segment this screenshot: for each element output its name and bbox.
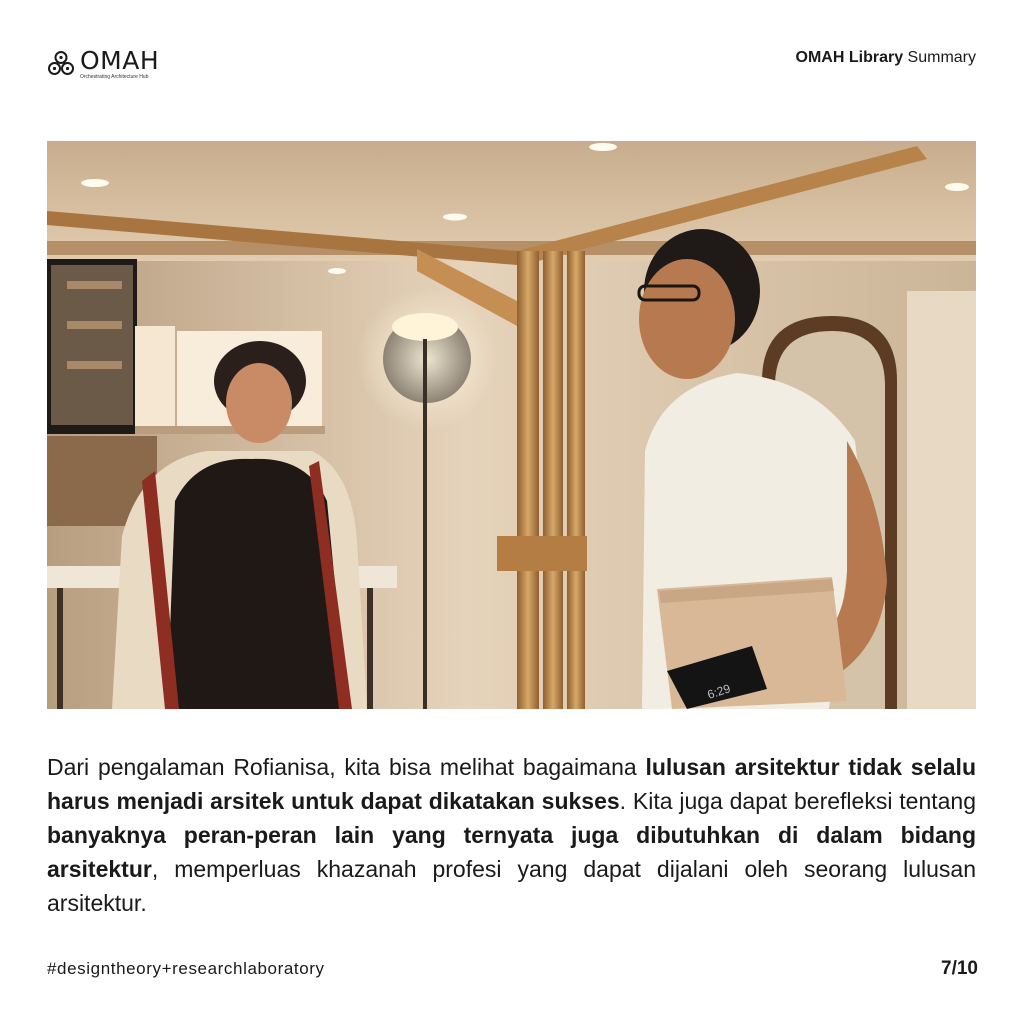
phone-screen-clock: 6:29 <box>705 681 733 702</box>
footer-hashtag: #designtheory+researchlaboratory <box>47 959 325 978</box>
body-emphasis-1: lulusan arsitektur tidak selalu harus menjadi arsitek untuk dapat dikatakan sukses <box>47 754 976 814</box>
body-emphasis-2: banyaknya peran-peran lain yang ternyata juga dibutuhkan di dalam bidang arsitektur <box>47 822 976 882</box>
header-title-regular: Summary <box>907 49 976 66</box>
body-text-3: , memperluas khazanah profesi yang dapat dijalani oleh seorang lulusan arsitektur. <box>47 856 976 916</box>
header-title <box>796 48 976 68</box>
summary-paragraph <box>47 750 976 920</box>
photo-illustration <box>47 141 976 709</box>
page-indicator: 7/10 <box>941 958 978 979</box>
body-text-1: Dari pengalaman Rofianisa, kita bisa melihat bagaimana <box>47 754 646 780</box>
body-text-2: . Kita juga dapat berefleksi tentang <box>619 788 976 814</box>
brand-name: OMAH <box>80 46 160 75</box>
brand-logo <box>46 46 159 86</box>
header-title-bold: OMAH Library <box>795 49 904 66</box>
event-photo <box>47 141 976 709</box>
omah-trefoil-logo-icon <box>46 49 76 79</box>
brand-tagline: Orchestrating Architecture Hub <box>80 74 149 80</box>
